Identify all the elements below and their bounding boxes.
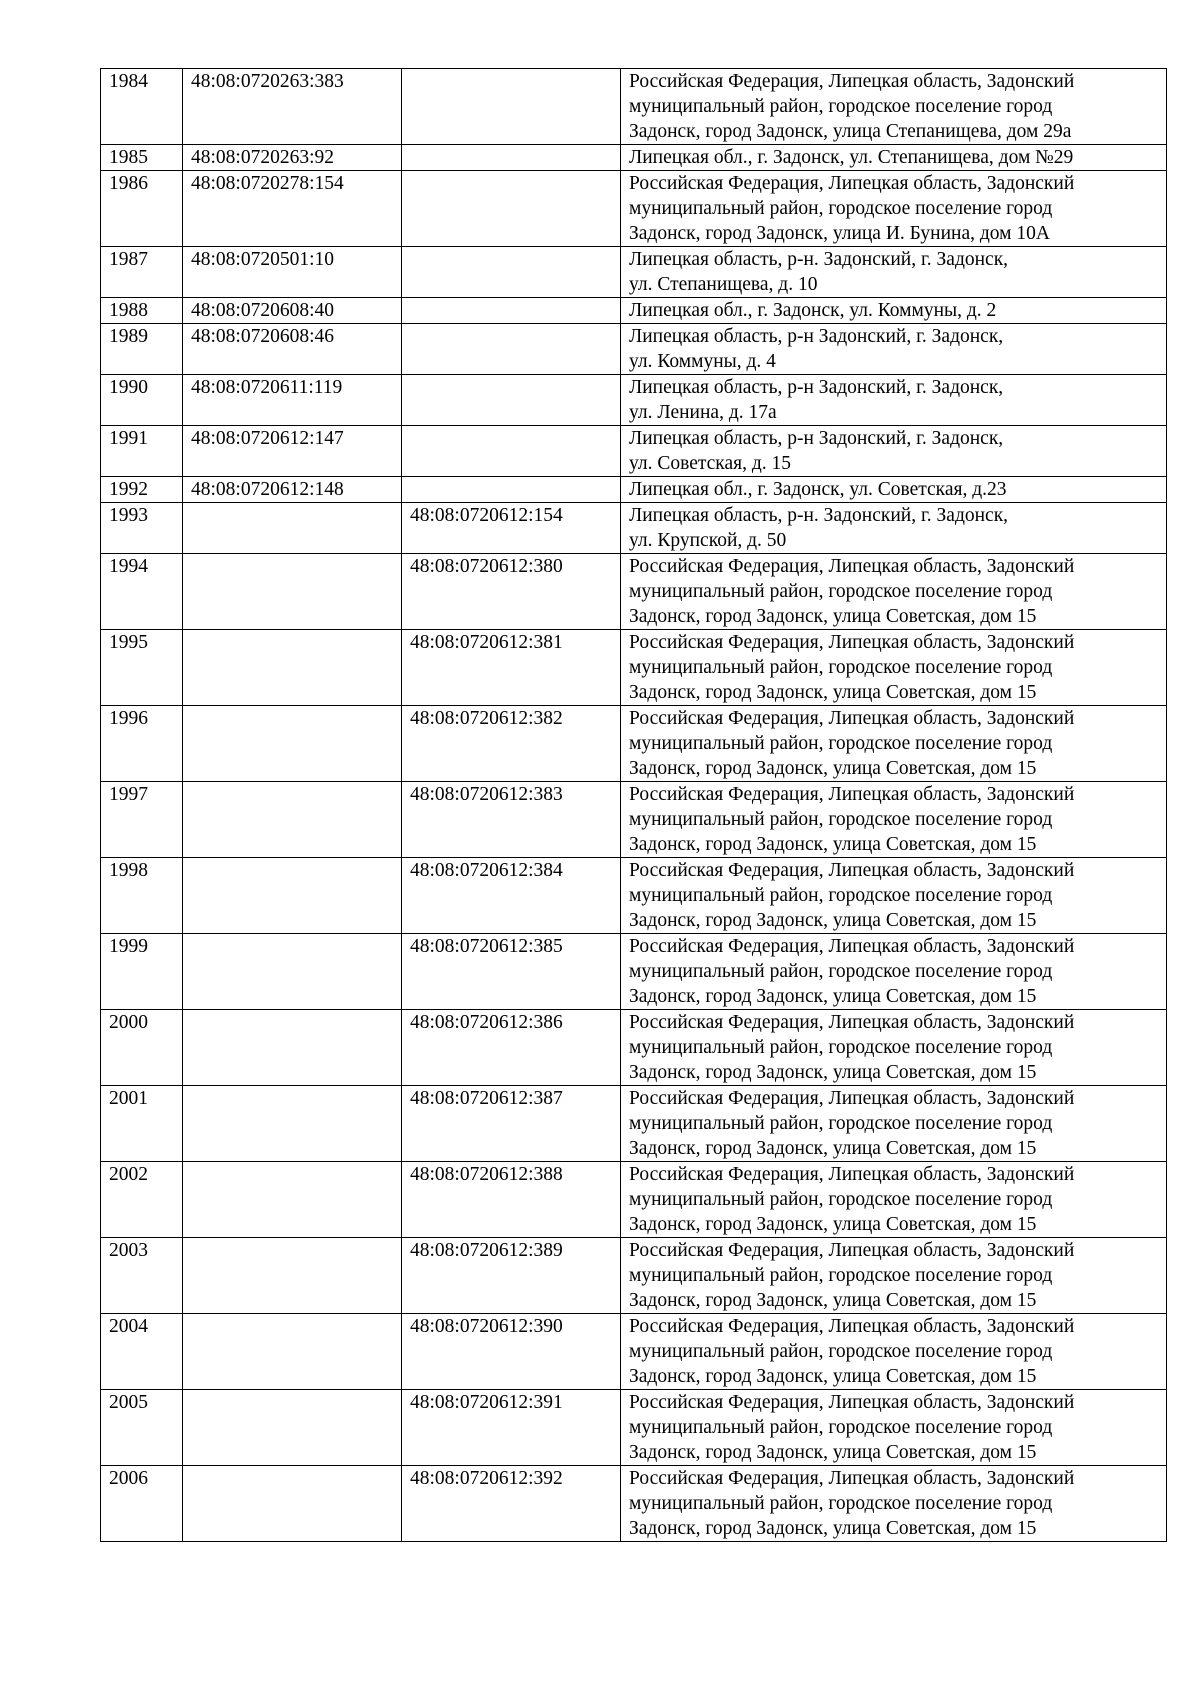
table-row [101,630,1167,706]
cadastral-number-cell: 48:08:0720612:148 [183,477,402,503]
cadastral-number-cell: 48:08:0720278:154 [183,171,402,247]
row-number-cell: 1999 [101,934,183,1010]
cadastral-number-cell [183,1390,402,1466]
table-row [101,324,1167,375]
address-cell: Российская Федерация, Липецкая область, Задонский муниципальный район, городское поселение город Задонск, город Задонск, улица Советская, дом 15 [621,1390,1167,1466]
document-page [100,68,1166,1542]
table-row [101,858,1167,934]
cadastral-number-cell [183,1314,402,1390]
address-cell: Российская Федерация, Липецкая область, Задонский муниципальный район, городское поселение город Задонск, город Задонск, улица Советская, дом 15 [621,1086,1167,1162]
cadastral-number-cell [183,858,402,934]
row-number-cell: 1993 [101,503,183,554]
table-row [101,934,1167,1010]
cadastral-number-cell [183,1466,402,1542]
cadastral-number-alt-cell: 48:08:0720612:386 [402,1010,621,1086]
table-row [101,145,1167,171]
table-row [101,375,1167,426]
address-cell: Российская Федерация, Липецкая область, Задонский муниципальный район, городское поселение город Задонск, город Задонск, улица Советская, дом 15 [621,1314,1167,1390]
address-cell: Российская Федерация, Липецкая область, Задонский муниципальный район, городское поселение город Задонск, город Задонск, улица Советская, дом 15 [621,554,1167,630]
cadastral-number-alt-cell: 48:08:0720612:391 [402,1390,621,1466]
row-number-cell: 1987 [101,247,183,298]
cadastral-number-cell [183,1086,402,1162]
address-cell: Липецкая область, р-н Задонский, г. Задонск, ул. Ленина, д. 17а [621,375,1167,426]
cadastral-number-cell: 48:08:0720263:383 [183,69,402,145]
registry-table [100,68,1167,1542]
cadastral-number-cell [183,782,402,858]
row-number-cell: 2006 [101,1466,183,1542]
table-row [101,247,1167,298]
table-row [101,1086,1167,1162]
cadastral-number-alt-cell: 48:08:0720612:387 [402,1086,621,1162]
address-cell: Российская Федерация, Липецкая область, Задонский муниципальный район, городское поселение город Задонск, город Задонск, улица И. Бунина, дом 10А [621,171,1167,247]
cadastral-number-alt-cell [402,247,621,298]
row-number-cell: 1992 [101,477,183,503]
address-cell: Российская Федерация, Липецкая область, Задонский муниципальный район, городское поселение город Задонск, город Задонск, улица Советская, дом 15 [621,782,1167,858]
row-number-cell: 2001 [101,1086,183,1162]
table-row [101,1390,1167,1466]
table-row [101,171,1167,247]
address-cell: Липецкая область, р-н. Задонский, г. Задонск, ул. Крупской, д. 50 [621,503,1167,554]
cadastral-number-alt-cell [402,426,621,477]
cadastral-number-cell: 48:08:0720611:119 [183,375,402,426]
table-row [101,782,1167,858]
address-cell: Российская Федерация, Липецкая область, Задонский муниципальный район, городское поселение город Задонск, город Задонск, улица Советская, дом 15 [621,1010,1167,1086]
cadastral-number-alt-cell [402,69,621,145]
cadastral-number-cell: 48:08:0720608:46 [183,324,402,375]
registry-table-body [101,69,1167,1542]
row-number-cell: 1984 [101,69,183,145]
address-cell: Российская Федерация, Липецкая область, Задонский муниципальный район, городское поселение город Задонск, город Задонск, улица Советская, дом 15 [621,1466,1167,1542]
cadastral-number-cell [183,1162,402,1238]
cadastral-number-alt-cell: 48:08:0720612:154 [402,503,621,554]
cadastral-number-alt-cell: 48:08:0720612:390 [402,1314,621,1390]
row-number-cell: 1991 [101,426,183,477]
row-number-cell: 1995 [101,630,183,706]
row-number-cell: 1998 [101,858,183,934]
cadastral-number-alt-cell: 48:08:0720612:381 [402,630,621,706]
cadastral-number-alt-cell: 48:08:0720612:383 [402,782,621,858]
row-number-cell: 2004 [101,1314,183,1390]
address-cell: Российская Федерация, Липецкая область, Задонский муниципальный район, городское поселение город Задонск, город Задонск, улица Степанищева, дом 29а [621,69,1167,145]
address-cell: Липецкая обл., г. Задонск, ул. Советская, д.23 [621,477,1167,503]
table-row [101,503,1167,554]
cadastral-number-cell [183,934,402,1010]
cadastral-number-alt-cell: 48:08:0720612:380 [402,554,621,630]
cadastral-number-cell [183,503,402,554]
cadastral-number-cell [183,554,402,630]
cadastral-number-alt-cell: 48:08:0720612:384 [402,858,621,934]
cadastral-number-alt-cell [402,145,621,171]
cadastral-number-alt-cell [402,171,621,247]
table-row [101,1314,1167,1390]
cadastral-number-alt-cell: 48:08:0720612:385 [402,934,621,1010]
row-number-cell: 1986 [101,171,183,247]
table-row [101,69,1167,145]
table-row [101,706,1167,782]
cadastral-number-cell: 48:08:0720608:40 [183,298,402,324]
cadastral-number-cell [183,1010,402,1086]
row-number-cell: 1990 [101,375,183,426]
cadastral-number-alt-cell [402,298,621,324]
cadastral-number-alt-cell [402,477,621,503]
row-number-cell: 1988 [101,298,183,324]
cadastral-number-alt-cell: 48:08:0720612:388 [402,1162,621,1238]
table-row [101,298,1167,324]
address-cell: Российская Федерация, Липецкая область, Задонский муниципальный район, городское поселение город Задонск, город Задонск, улица Советская, дом 15 [621,858,1167,934]
cadastral-number-alt-cell: 48:08:0720612:389 [402,1238,621,1314]
cadastral-number-alt-cell [402,375,621,426]
address-cell: Липецкая обл., г. Задонск, ул. Коммуны, д. 2 [621,298,1167,324]
table-row [101,1010,1167,1086]
table-row [101,426,1167,477]
cadastral-number-cell: 48:08:0720263:92 [183,145,402,171]
table-row [101,1238,1167,1314]
row-number-cell: 1997 [101,782,183,858]
table-row [101,1466,1167,1542]
row-number-cell: 1994 [101,554,183,630]
cadastral-number-alt-cell: 48:08:0720612:392 [402,1466,621,1542]
row-number-cell: 1996 [101,706,183,782]
cadastral-number-cell [183,1238,402,1314]
address-cell: Липецкая обл., г. Задонск, ул. Степанищева, дом №29 [621,145,1167,171]
cadastral-number-alt-cell [402,324,621,375]
address-cell: Российская Федерация, Липецкая область, Задонский муниципальный район, городское поселение город Задонск, город Задонск, улица Советская, дом 15 [621,1162,1167,1238]
cadastral-number-cell: 48:08:0720612:147 [183,426,402,477]
row-number-cell: 1985 [101,145,183,171]
row-number-cell: 2002 [101,1162,183,1238]
address-cell: Липецкая область, р-н. Задонский, г. Задонск, ул. Степанищева, д. 10 [621,247,1167,298]
address-cell: Российская Федерация, Липецкая область, Задонский муниципальный район, городское поселение город Задонск, город Задонск, улица Советская, дом 15 [621,630,1167,706]
row-number-cell: 2003 [101,1238,183,1314]
address-cell: Российская Федерация, Липецкая область, Задонский муниципальный район, городское поселение город Задонск, город Задонск, улица Советская, дом 15 [621,1238,1167,1314]
cadastral-number-alt-cell: 48:08:0720612:382 [402,706,621,782]
address-cell: Липецкая область, р-н Задонский, г. Задонск, ул. Коммуны, д. 4 [621,324,1167,375]
address-cell: Российская Федерация, Липецкая область, Задонский муниципальный район, городское поселение город Задонск, город Задонск, улица Советская, дом 15 [621,934,1167,1010]
table-row [101,477,1167,503]
row-number-cell: 2000 [101,1010,183,1086]
cadastral-number-cell: 48:08:0720501:10 [183,247,402,298]
row-number-cell: 1989 [101,324,183,375]
row-number-cell: 2005 [101,1390,183,1466]
cadastral-number-cell [183,630,402,706]
cadastral-number-cell [183,706,402,782]
table-row [101,1162,1167,1238]
address-cell: Российская Федерация, Липецкая область, Задонский муниципальный район, городское поселение город Задонск, город Задонск, улица Советская, дом 15 [621,706,1167,782]
table-row [101,554,1167,630]
address-cell: Липецкая область, р-н Задонский, г. Задонск, ул. Советская, д. 15 [621,426,1167,477]
